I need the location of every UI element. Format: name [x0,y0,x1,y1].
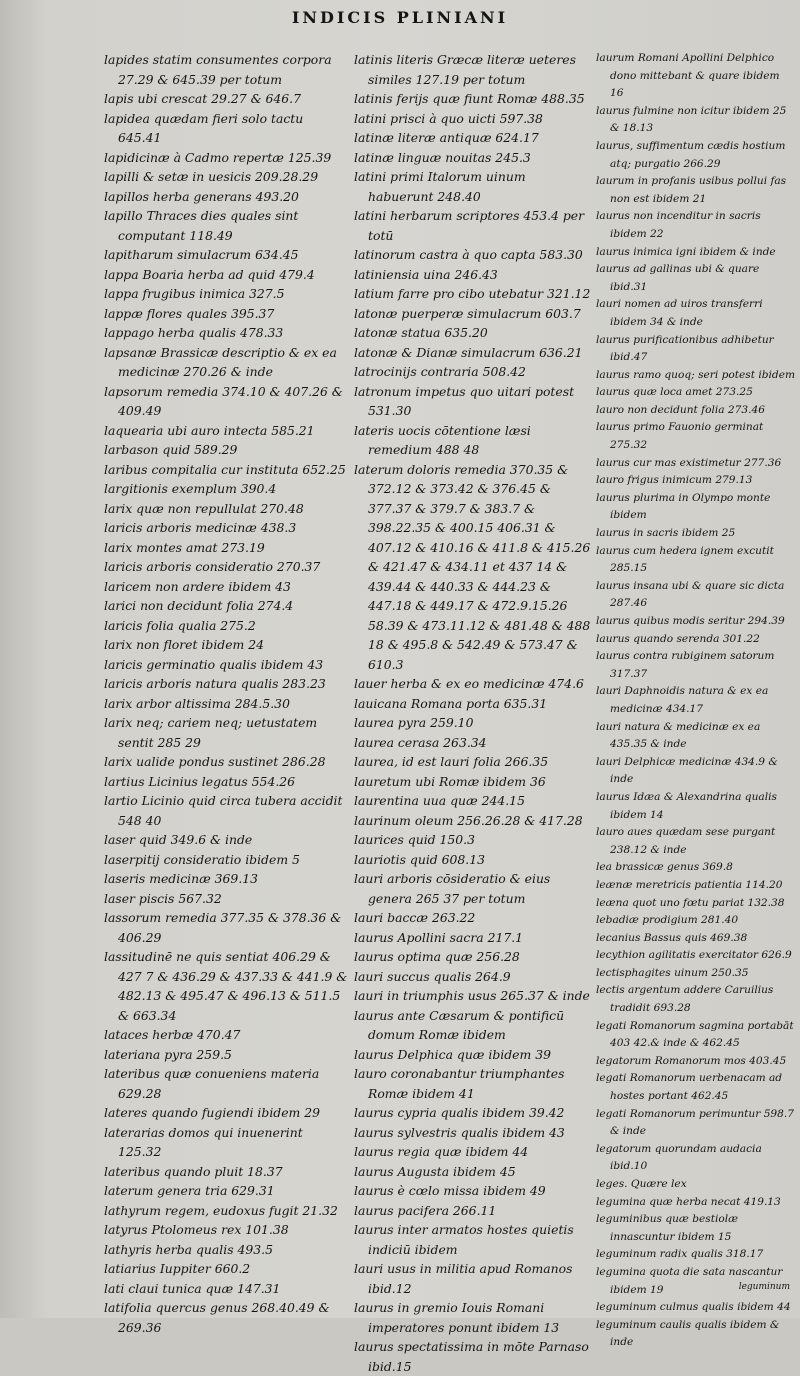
index-entry: laurus non incenditur in sacris ibidem 22 [596,210,761,240]
index-entry: laricem non ardere ibidem 43 [104,578,291,594]
index-entry: laurus spectatissima in mōte Parnaso ibid.15 [354,1339,589,1374]
index-entry: lauri arboris cōsideratio & eius genera 265 37 per totum [354,871,551,906]
index-entry: laurum in profanis usibus pollui fas non est ibidem 21 [596,175,787,205]
index-entry: larbason quid 589.29 [104,442,238,457]
index-entry: lecythion agilitatis exercitator 626.9 [596,949,792,962]
index-entry: laterarias domos qui inuenerint 125.32 [104,1124,303,1159]
index-entry: laurus plurima in Olympo monte ibidem [596,491,771,522]
index-entry: laurentina uua quæ 244.15 [354,793,525,808]
index-entry: laurus contra rubiginem satorum 317.37 [596,650,775,680]
catchword: leguminum [738,1282,790,1292]
index-entry: legati Romanorum uerbenacam ad hostes portant 462.45 [596,1072,783,1103]
index-entry: laterum genera tria 629.31 [104,1183,275,1198]
index-entry: laurus pacifera 266.11 [354,1202,497,1218]
index-entry: laurus primo Fauonio germinat 275.32 [596,421,764,452]
index-entry: lauretum ubi Romæ ibidem 36 [354,773,546,789]
index-entry: latonæ statua 635.20 [354,325,488,340]
index-entry: latyrus Ptolomeus rex 101.38 [104,1222,289,1237]
index-entry: laurus Delphica quæ ibidem 39 [354,1046,551,1062]
index-entry: lateribus quæ conueniens materia 629.28 [104,1066,320,1101]
index-column-1 [104,50,348,1337]
index-entry: lauri baccæ 263.22 [354,910,476,925]
index-entry: larix ualide pondus sustinet 286.28 [104,754,326,769]
index-entry: laurus Augusta ibidem 45 [354,1163,516,1179]
index-entry: laurinum oleum 256.26.28 & 417.28 [354,812,583,828]
index-entry: larici non decidunt folia 274.4 [104,598,294,613]
index-entry: latium farre pro cibo utebatur 321.12 [354,286,591,301]
index-column-2 [354,50,592,1376]
index-entry: laurea pyra 259.10 [354,715,474,730]
index-entry: lauri Delphicæ medicinæ 434.9 & inde [596,755,778,786]
index-entry: latini primi Italorum uinum habuerunt 248.40 [354,169,526,204]
index-entry: leænæ meretricis patientia 114.20 [596,878,783,891]
index-entry: lathyrum regem, eudoxus fugit 21.32 [104,1202,338,1218]
index-entry: leguminibus quæ bestiolæ innascuntur ibidem 15 [596,1213,739,1243]
index-entry: laricis arboris consideratio 270.37 [104,559,321,574]
index-entry: laurea cerasa 263.34 [354,734,487,750]
index-entry: lapillos herba generans 493.20 [104,188,299,204]
index-entry: laurus in gremio Iouis Romani imperatores ponunt ibidem 13 [354,1300,560,1335]
index-entry: lapillo Thraces dies quales sint computant 118.49 [104,208,299,243]
index-entry: larix quæ non repullulat 270.48 [104,500,304,516]
index-entry: latinæ linguæ nouitas 245.3 [354,149,531,165]
index-entry: laurus Apollini sacra 217.1 [354,929,524,945]
index-entry: laurus quibus modis seritur 294.39 [596,615,785,627]
index-entry: lateres quando fugiendi ibidem 29 [104,1105,321,1120]
index-entry: latonæ & Dianæ simulacrum 636.21 [354,344,583,360]
index-entry: laurus regia quæ ibidem 44 [354,1144,529,1159]
index-entry: laricis arboris natura qualis 283.23 [104,676,326,691]
index-entry: laurus, suffimentum cædis hostium atq; purgatio 266.29 [596,139,786,170]
index-entry: lartio Licinio quid circa tubera accidit 548 40 [104,793,343,828]
index-entry: laurices quid 150.3 [354,832,476,847]
index-entry: lauicana Romana porta 635.31 [354,695,548,711]
index-entry: laurus è cœlo missa ibidem 49 [354,1183,546,1198]
index-entry: laurus cum hedera ignem excutit 285.15 [596,544,774,575]
index-entry: laurus optima quæ 256.28 [354,949,520,964]
index-entry: lati claui tunica quæ 147.31 [104,1280,281,1296]
index-entry: leguminum culmus qualis ibidem 44 [596,1301,791,1314]
index-entry: laurus Idæa & Alexandrina qualis ibidem 14 [596,790,777,821]
index-entry: latifolia quercus genus 268.40.49 & 269.36 [104,1300,330,1335]
index-entry: lauro aues quædam sese purgant 238.12 & inde [596,826,776,856]
index-entry: lapides statim consumentes corpora 27.29 & 645.39 per totum [104,52,332,87]
index-entry: lecanius Bassus quis 469.38 [596,931,748,944]
index-entry: lauriotis quid 608.13 [354,851,486,867]
index-entry: latinæ literæ antiquæ 624.17 [354,130,539,145]
index-entry: laurus in sacris ibidem 25 [596,527,736,540]
index-entry: leges. Quære lex [596,1178,687,1190]
index-entry: lapitharum simulacrum 634.45 [104,247,299,262]
index-entry: laricis arboris medicinæ 438.3 [104,520,297,535]
index-entry: laribus compitalia cur instituta 652.25 [104,461,346,477]
index-entry: latonæ puerperæ simulacrum 603.7 [354,305,581,321]
index-entry: laurum Romani Apollini Delphico dono mittebant & quare ibidem 16 [596,52,780,100]
index-entry: legati Romanorum perimuntur 598.7 & inde [596,1107,795,1138]
index-entry: lataces herbæ 470.47 [104,1027,241,1042]
index-entry: lapilli & setæ in uesicis 209.28.29 [104,169,319,184]
index-entry: laurus cur mas existimetur 277.36 [596,456,782,469]
index-entry: legati Romanorum sagmina portabāt 403 42.& inde & 462.45 [596,1019,794,1050]
index-entry: laurus ramo quoq; seri potest ibidem [596,368,796,381]
index-entry: lauro coronabantur triumphantes Romæ ibidem 41 [354,1066,565,1101]
index-entry: laurus ad gallinas ubi & quare ibid.31 [596,263,760,293]
index-entry: larix arbor altissima 284.5.30 [104,695,290,711]
index-entry: lateris uocis cōtentione læsi remedium 488 48 [354,422,531,457]
index-entry: laquearia ubi auro intecta 585.21 [104,422,315,438]
index-entry: lateribus quando pluit 18.37 [104,1163,283,1179]
index-entry: lectis argentum addere Caruilius tradidit 693.28 [596,984,774,1015]
index-entry: lauri in triumphis usus 265.37 & inde [354,988,590,1003]
index-entry: lappago herba qualis 478.33 [104,325,284,340]
index-entry: legatorum Romanorum mos 403.45 [596,1054,787,1067]
index-entry: legumina quæ herba necat 419.13 [596,1195,781,1208]
index-entry: lapis ubi crescat 29.27 & 646.7 [104,91,302,106]
index-entry: lauro non decidunt folia 273.46 [596,403,765,416]
index-entry: laurus purificationibus adhibetur ibid.47 [596,333,774,364]
index-entry: lea brassicæ genus 369.8 [596,861,733,874]
index-column-3 [596,50,796,1352]
index-entry: lapidicinæ à Cadmo repertæ 125.39 [104,149,332,165]
index-entry: lauri usus in militia apud Romanos ibid.12 [354,1261,573,1296]
index-entry: leæna quot uno fœtu pariat 132.38 [596,896,785,909]
index-entry: laurus inter armatos hostes quietis indiciū ibidem [354,1222,574,1257]
index-entry: latinis ferijs quæ fiunt Romæ 488.35 [354,91,585,106]
index-entry: lauri succus qualis 264.9 [354,968,511,984]
index-entry: lectisphagites uinum 250.35 [596,966,749,979]
index-entry: laurus fulmine non icitur ibidem 25 & 18.13 [596,104,787,135]
index-entry: laurus inimica igni ibidem & inde [596,245,776,258]
index-entry: lathyris herba qualis 493.5 [104,1241,273,1257]
index-entry: laurus quando serenda 301.22 [596,632,760,645]
index-entry: laser piscis 567.32 [104,890,222,906]
index-entry: leguminum radix qualis 318.17 [596,1248,764,1261]
index-entry: legatorum quorundam audacia ibid.10 [596,1142,762,1173]
index-entry: lappa frugibus inimica 327.5 [104,286,285,301]
index-entry: lauro frigus inimicum 279.13 [596,474,753,487]
index-entry: lapsorum remedia 374.10 & 407.26 & 409.49 [104,383,343,418]
index-entry: laricis germinatio qualis ibidem 43 [104,656,324,672]
index-entry: laurus ante Cæsarum & pontificū domum Romæ ibidem [354,1007,565,1042]
index-entry: laricis folia qualia 275.2 [104,617,256,633]
index-entry: lauri nomen ad uiros transferri ibidem 34 & inde [596,298,763,328]
index-entry: lauri Daphnoidis natura & ex ea medicinæ 434.17 [596,685,769,715]
index-entry: latiniensia uina 246.43 [354,266,498,282]
index-entry: latini prisci à quo uicti 597.38 [354,110,543,126]
index-entry: lappæ flores quales 395.37 [104,305,275,321]
index-entry: laurus insana ubi & quare sic dicta 287.46 [596,579,785,610]
index-entry: lebadiæ prodigium 281.40 [596,914,739,927]
index-entry: lappa Boaria herba ad quid 479.4 [104,266,315,282]
index-entry: larix montes amat 273.19 [104,539,265,555]
index-entry: latinis literis Græcæ literæ ueteres similes 127.19 per totum [354,52,576,87]
index-entry: leguminum caulis qualis ibidem & inde [596,1318,780,1349]
index-entry: latini herbarum scriptores 453.4 per totū [354,208,585,243]
index-entry: largitionis exemplum 390.4 [104,481,277,496]
index-entry: laterum doloris remedia 370.35 & 372.12 & 373.42 & 376.45 & 377.37 & 379.7 & 383.7 & 398.22.35 & 400.15 406.31 & 407.12 & 410.16 & 411.8 & 415.26 & 421.47 & 434.11 et 437 14 & 439.44 & 440.33 & 444.23 & 447.18 & 449.17 & 472.9.15.26 58.39 & 473.11.12 & 481.48 & 488 18 & 495.8 & 542.49 & 573.47 & 610.3 [354,461,591,672]
index-entry: latrocinijs contraria 508.42 [354,364,526,379]
index-entry: lassorum remedia 377.35 & 378.36 & 406.29 [104,910,342,945]
index-entry: latinorum castra à quo capta 583.30 [354,247,583,262]
index-entry: laseris medicinæ 369.13 [104,871,259,886]
index-entry: lartius Licinius legatus 554.26 [104,773,296,789]
index-entry: lassitudinē ne quis sentiat 406.29 & 427 7 & 436.29 & 437.33 & 441.9 & 482.13 & 495.47 & 496.13 & 511.5 & 663.34 [104,949,348,1023]
index-entry: laserpitij consideratio ibidem 5 [104,851,300,867]
index-entry: laser quid 349.6 & inde [104,832,253,847]
index-entry: lapsanæ Brassicæ descriptio & ex ea medicinæ 270.26 & inde [104,344,337,379]
index-entry: laurus quæ loca amet 273.25 [596,386,753,399]
index-entry: laurus sylvestris qualis ibidem 43 [354,1124,565,1140]
index-entry: legumina quota die sata nascantur ibidem 19 [596,1265,783,1296]
index-entry: laurea, id est lauri folia 266.35 [354,754,549,769]
index-entry: larix non floret ibidem 24 [104,637,264,652]
index-entry: latronum impetus quo uitari potest 531.30 [354,383,575,418]
index-entry: lauer herba & ex eo medicinæ 474.6 [354,676,584,691]
index-entry: lapidea quædam fieri solo tactu 645.41 [104,110,304,145]
index-entry: larix neq; cariem neq; uetustatem sentit 285 29 [104,715,318,750]
running-header: INDICIS PLINIANI [291,8,509,27]
index-entry: latiarius Iuppiter 660.2 [104,1261,251,1276]
index-entry: laurus cypria qualis ibidem 39.42 [354,1105,565,1120]
index-entry: lauri natura & medicinæ ex ea 435.35 & inde [596,720,761,751]
index-entry: lateriana pyra 259.5 [104,1046,232,1062]
